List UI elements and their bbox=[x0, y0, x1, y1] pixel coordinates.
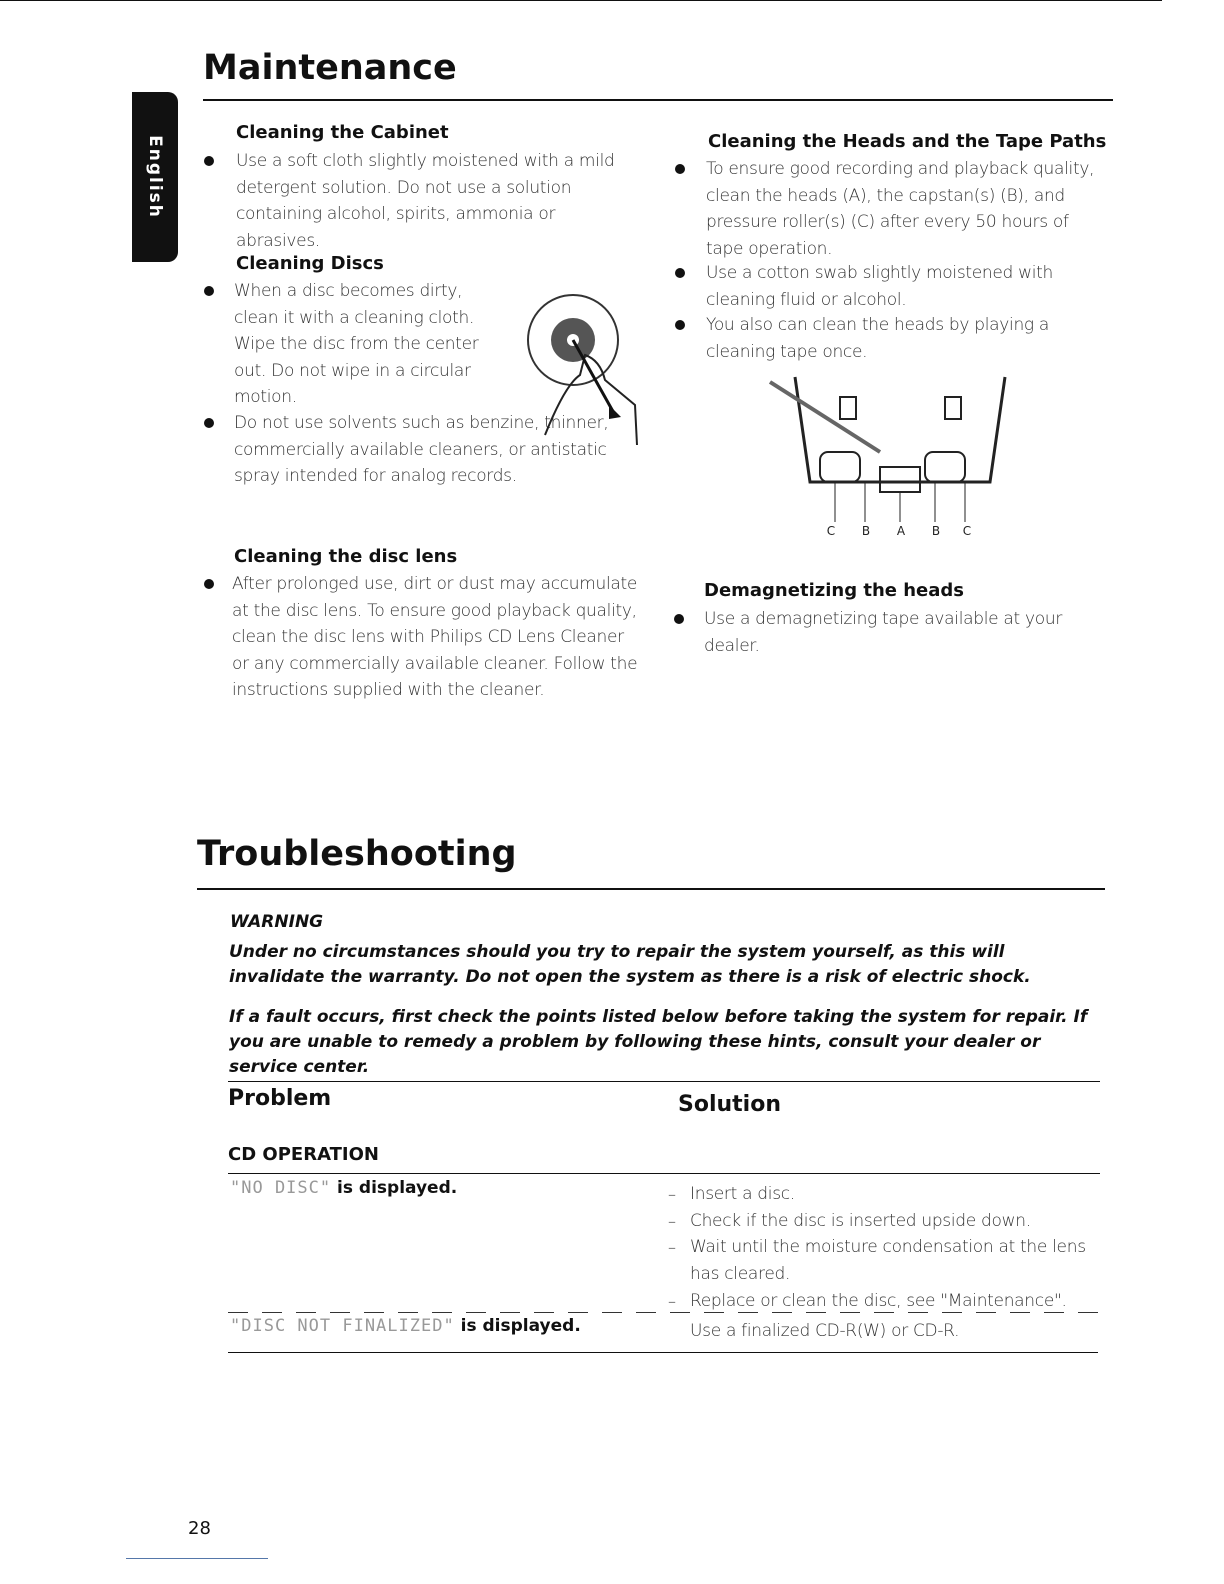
col-solution: Solution bbox=[678, 1092, 781, 1117]
bullet bbox=[204, 418, 214, 428]
bullet bbox=[204, 286, 214, 296]
dash: – bbox=[668, 1185, 676, 1204]
table-bottom-rule bbox=[228, 1352, 1098, 1353]
troubleshooting-title: Troubleshooting bbox=[197, 834, 517, 874]
table-top-rule bbox=[228, 1081, 1100, 1082]
problem-disc-not-finalized: "DISC NOT FINALIZED" is displayed. bbox=[230, 1316, 581, 1336]
discs-bullet1: When a disc becomes dirty, clean it with a cleaning cloth. Wipe the disc from the center out. Do not wipe in a circular motion. bbox=[234, 281, 479, 407]
section-cd-operation: CD OPERATION bbox=[228, 1144, 379, 1165]
warning-label: WARNING bbox=[230, 912, 324, 932]
lens-text: After prolonged use, dirt or dust may accumulate at the disc lens. To ensure good playback quality, clean the disc lens with Philips CD Lens Cleaner or any commercially available cleaner. Follow the instructions supplied with the cleaner. bbox=[232, 574, 638, 700]
label-b: B bbox=[861, 524, 871, 538]
dash: – bbox=[668, 1238, 676, 1257]
bullet bbox=[204, 579, 214, 589]
bullet bbox=[674, 614, 684, 624]
page-number: 28 bbox=[188, 1518, 211, 1539]
bullet bbox=[204, 156, 214, 166]
bullet bbox=[675, 268, 685, 278]
cabinet-text: Use a soft cloth slightly moistened with a mild detergent solution. Do not use a solution containing alcohol, spirits, ammonia or abrasives. bbox=[236, 151, 615, 251]
top-border bbox=[0, 0, 1162, 1]
bullet bbox=[675, 164, 685, 174]
problem-no-disc: "NO DISC" is displayed. bbox=[230, 1178, 458, 1198]
disc-cleaning-illustration bbox=[505, 285, 645, 455]
label-b2: B bbox=[931, 524, 941, 538]
lens-heading: Cleaning the disc lens bbox=[234, 546, 458, 567]
language-tab: English bbox=[132, 92, 178, 262]
warning-text-2: If a fault occurs, first check the points listed below before taking the system for repair. If you are unable to remedy a problem by following these hints, consult your dealer or service center. bbox=[229, 1007, 1088, 1077]
demag-text: Use a demagnetizing tape available at your dealer. bbox=[704, 609, 1063, 656]
solution-item: Replace or clean the disc, see "Maintenance". bbox=[690, 1291, 1067, 1311]
discs-heading: Cleaning Discs bbox=[236, 253, 384, 274]
label-c2: C bbox=[962, 524, 972, 538]
demag-heading: Demagnetizing the heads bbox=[704, 580, 965, 601]
maintenance-title: Maintenance bbox=[203, 48, 457, 88]
maintenance-rule bbox=[203, 99, 1113, 101]
row-divider bbox=[228, 1312, 1098, 1313]
label-c: C bbox=[826, 524, 836, 538]
col-problem: Problem bbox=[228, 1086, 332, 1111]
heads-bullet1: To ensure good recording and playback quality, clean the heads (A), the capstan(s) (B), and pressure roller(s) (C) after every 50 hours of tape operation. bbox=[706, 159, 1095, 259]
warning-text-1: Under no circumstances should you try to repair the system yourself, as this will invalidate the warranty. Do not open the system as there is a risk of electric shock. bbox=[229, 942, 1031, 987]
heads-bullet2: Use a cotton swab slightly moistened with cleaning fluid or alcohol. bbox=[706, 263, 1054, 310]
heads-bullet3: You also can clean the heads by playing a cleaning tape once. bbox=[706, 315, 1050, 362]
solution-item: Insert a disc. bbox=[690, 1184, 795, 1204]
dash: – bbox=[668, 1212, 676, 1231]
footer-rule bbox=[126, 1558, 268, 1559]
section-rule bbox=[228, 1173, 1100, 1174]
dash: – bbox=[668, 1292, 676, 1311]
solution-item: Wait until the moisture condensation at the lens has cleared. bbox=[690, 1237, 1086, 1284]
bullet bbox=[675, 320, 685, 330]
discs-bullet2: Do not use solvents such as benzine, thinner, commercially available cleaners, or antistatic spray intended for analog records. bbox=[234, 413, 609, 486]
cabinet-heading: Cleaning the Cabinet bbox=[236, 122, 449, 143]
tape-heads-diagram bbox=[700, 372, 1110, 552]
solution-item: Check if the disc is inserted upside down. bbox=[690, 1211, 1031, 1231]
solution-item: Use a finalized CD-R(W) or CD-R. bbox=[690, 1321, 960, 1341]
heads-heading: Cleaning the Heads and the Tape Paths bbox=[708, 131, 1107, 152]
label-a: A bbox=[896, 524, 906, 538]
troubleshooting-rule bbox=[197, 888, 1105, 890]
